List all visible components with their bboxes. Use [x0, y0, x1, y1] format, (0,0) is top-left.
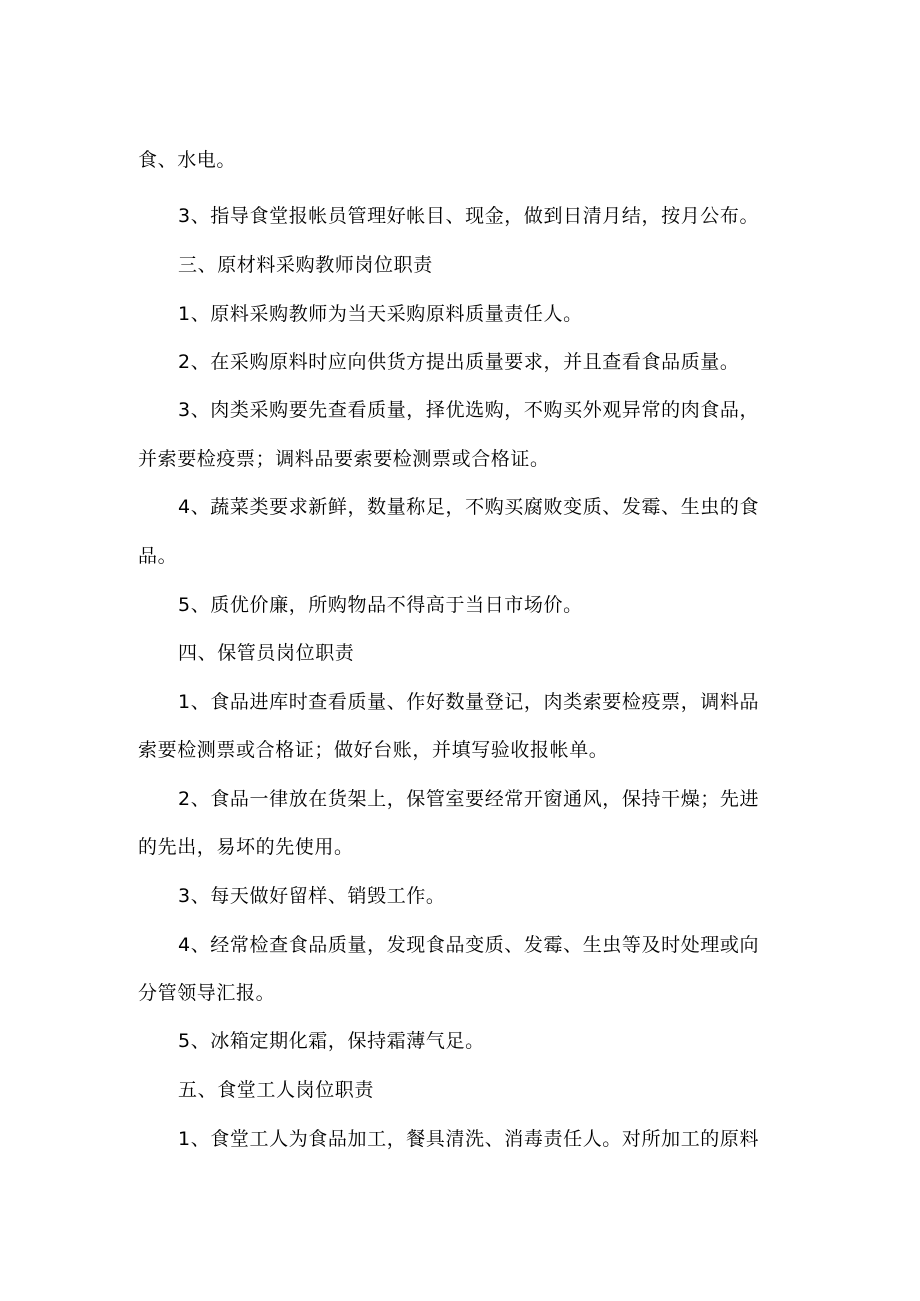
text-line-item: 4、经常检查食品质量，发现食品变质、发霉、生虫等及时处理或向 [178, 934, 760, 956]
text-line-item: 2、在采购原料时应向供货方提出质量要求，并且查看食品质量。 [178, 351, 740, 373]
text-line-continuation: 的先出，易坏的先使用。 [138, 836, 354, 858]
text-line-continuation: 分管领导汇报。 [138, 982, 276, 1004]
text-line-item: 1、食品进库时查看质量、作好数量登记，肉类索要检疫票，调料品 [178, 691, 760, 713]
text-line-item: 3、每天做好留样、销毁工作。 [178, 885, 446, 907]
text-line-item: 1、食堂工人为食品加工，餐具清洗、消毒责任人。对所加工的原料 [178, 1128, 760, 1150]
text-line-continuation: 食、水电。 [138, 149, 237, 171]
text-line-item: 4、蔬菜类要求新鲜，数量称足，不购买腐败变质、发霉、生虫的食 [178, 496, 760, 518]
section-heading: 四、保管员岗位职责 [178, 642, 355, 664]
text-line-item: 1、原料采购教师为当天采购原料质量责任人。 [178, 303, 583, 325]
section-heading: 三、原材料采购教师岗位职责 [178, 254, 433, 276]
text-line-item: 3、肉类采购要先查看质量，择优选购，不购买外观异常的肉食品， [178, 399, 760, 421]
text-line-continuation: 并索要检疫票；调料品要索要检测票或合格证。 [138, 448, 550, 470]
section-heading: 五、食堂工人岗位职责 [178, 1079, 375, 1101]
text-line-item: 5、质优价廉，所购物品不得高于当日市场价。 [178, 594, 583, 616]
text-line-item: 3、指导食堂报帐员管理好帐目、现金，做到日清月结，按月公布。 [178, 205, 760, 227]
text-line-item: 5、冰箱定期化霜，保持霜薄气足。 [178, 1030, 485, 1052]
text-line-item: 2、食品一律放在货架上，保管室要经常开窗通风，保持干燥；先进 [178, 788, 760, 810]
text-line-continuation: 索要检测票或合格证；做好台账，并填写验收报帐单。 [138, 739, 609, 761]
text-line-continuation: 品。 [138, 545, 178, 567]
